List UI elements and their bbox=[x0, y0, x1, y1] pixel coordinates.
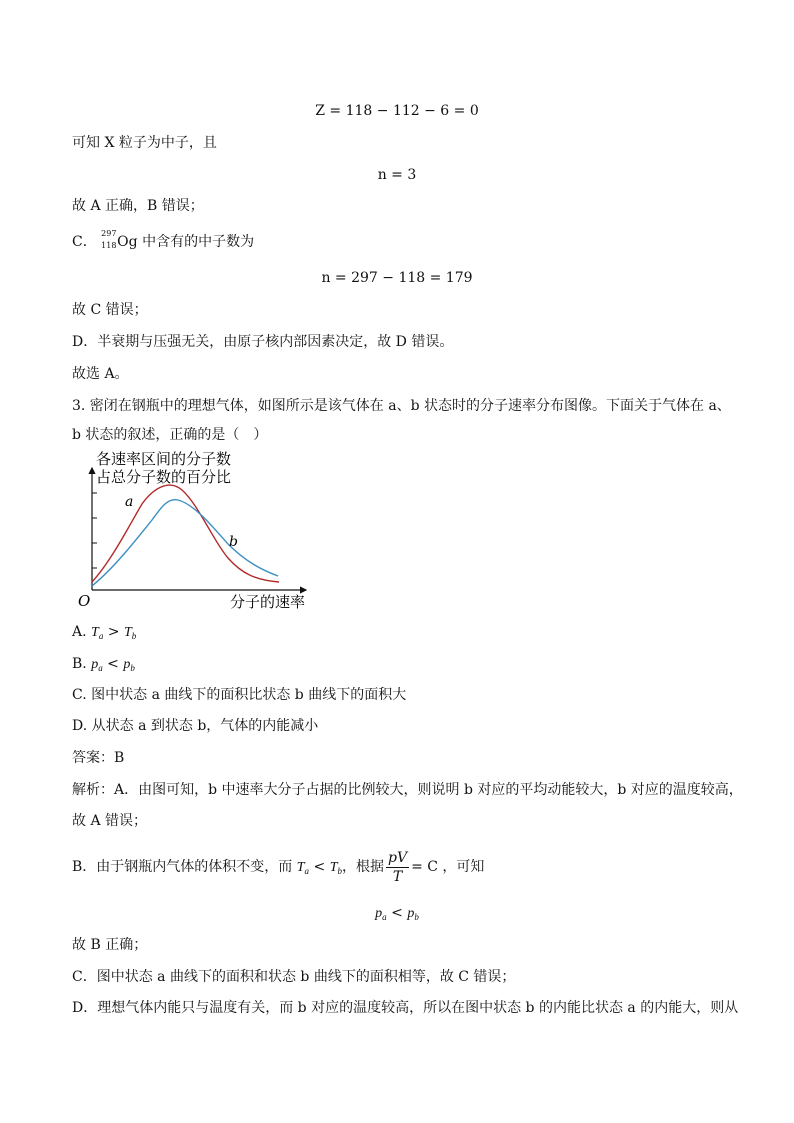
question-3-line-1: 3. 密闭在钢瓶中的理想气体，如图所示是该气体在 a、b 状态时的分子速率分布图像。下面关于气体在 a、 bbox=[72, 398, 731, 414]
fraction-pv-over-t bbox=[386, 849, 409, 886]
c-suffix: 中含有的中子数为 bbox=[137, 234, 255, 250]
question-3-line-2: b 状态的叙述，正确的是（ ） bbox=[72, 427, 268, 443]
series-b-label: b bbox=[229, 534, 238, 550]
c-prefix: C． bbox=[72, 234, 97, 250]
fraction-numerator: pV bbox=[387, 849, 408, 866]
pressure-relation: $p_a < p_b$ bbox=[375, 905, 419, 922]
text-line-4: D．半衰期与压强无关，由原子核内部因素决定，故 D 错误。 bbox=[72, 334, 454, 350]
analysis-b-prefix: B．由于钢瓶内气体的体积不变，而 bbox=[72, 859, 297, 875]
analysis-b-suffix: = C ，可知 bbox=[411, 859, 485, 875]
x-axis-label: 分子的速率 bbox=[230, 593, 306, 611]
nuclide-symbol: Og bbox=[117, 234, 138, 250]
series-a-curve bbox=[92, 485, 279, 582]
fraction-denominator: T bbox=[392, 868, 403, 885]
y-axis-label-line-2: 占总分子数的百分比 bbox=[96, 468, 232, 486]
text-line-2: 故 A 正确，B 错误； bbox=[72, 198, 204, 214]
option-d: D. 从状态 a 到状态 b，气体的内能减小 bbox=[72, 718, 319, 734]
text-line-8: D．理想气体内能只与温度有关，而 b 对应的温度较高，所以在图中状态 b 的内能比状态 a 的内能大，则从 bbox=[72, 1000, 739, 1016]
analysis-line-1: 解析：A．由图可知，b 中速率大分子占据的比例较大，则说明 b 对应的平均动能较大，b 对应的温度较高， bbox=[72, 782, 743, 798]
origin-label: O bbox=[78, 592, 91, 610]
text-line-5: 故选 A。 bbox=[72, 366, 129, 382]
option-c: C. 图中状态 a 曲线下的面积比状态 b 曲线下的面积大 bbox=[72, 687, 407, 703]
series-a-label: a bbox=[125, 494, 134, 510]
text-line-7: C．图中状态 a 曲线下的面积和状态 b 曲线下的面积相等，故 C 错误； bbox=[72, 969, 516, 985]
analysis-line-2: 故 A 错误； bbox=[72, 813, 148, 829]
text-line-3: 故 C 错误； bbox=[72, 302, 148, 318]
y-ticks bbox=[92, 493, 97, 568]
nuclide-atomic: 118 bbox=[101, 241, 117, 250]
text-line-1: 可知 X 粒子为中子，且 bbox=[72, 135, 217, 151]
text-line-6: 故 B 正确； bbox=[72, 937, 148, 953]
option-a-text: A. $T_a > T_b$ bbox=[72, 624, 137, 641]
analysis-b bbox=[72, 848, 484, 890]
equation-n: n = 3 bbox=[377, 167, 417, 183]
nuclide-mass: 297 bbox=[101, 229, 117, 238]
answer: 答案：B bbox=[72, 750, 125, 766]
nuclide-notation bbox=[101, 229, 117, 252]
equation-pressure bbox=[0, 903, 794, 927]
analysis-b-mid: ，根据 bbox=[341, 859, 384, 875]
option-a bbox=[72, 622, 136, 646]
text-line-c bbox=[72, 229, 255, 252]
equation-neutron: n = 297 − 118 = 179 bbox=[321, 270, 473, 286]
equation-z: Z = 118 − 112 − 6 = 0 bbox=[315, 103, 479, 119]
temp-relation: $T_a < T_b$ bbox=[296, 859, 342, 876]
option-b-text: B. $p_a < p_b$ bbox=[72, 656, 135, 673]
speed-distribution-chart bbox=[74, 448, 314, 616]
option-b bbox=[72, 654, 135, 678]
y-axis-label-line-1: 各速率区间的分子数 bbox=[96, 450, 232, 468]
